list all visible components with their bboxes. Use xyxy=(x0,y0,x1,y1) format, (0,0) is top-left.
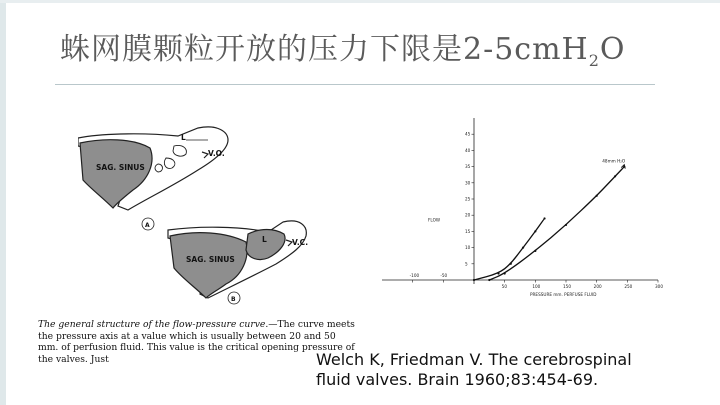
title-text: 蛛网膜颗粒开放的压力下限是2-5cmH xyxy=(60,32,589,67)
title-subscript: 2 xyxy=(588,51,600,70)
panel-a-letter: A xyxy=(145,222,150,229)
x-tick-label: 250 xyxy=(624,284,633,289)
arachnoid-granulation-figure xyxy=(78,118,343,308)
title-divider xyxy=(55,84,655,85)
series-layer xyxy=(473,165,625,281)
series-2-point xyxy=(488,279,490,281)
y-tick-label: 30 xyxy=(465,180,471,186)
slide-border-left xyxy=(0,0,6,405)
citation xyxy=(316,350,696,390)
series-1-point xyxy=(497,272,499,274)
series-1-point xyxy=(543,217,545,219)
x-tick-label: 200 xyxy=(593,284,602,289)
x-tick-label: -100 xyxy=(409,273,420,278)
x-tick-label: 100 xyxy=(532,284,541,289)
x-tick-label: 300 xyxy=(655,284,663,289)
citation-line-2: fluid valves. Brain 1960;83:454-69. xyxy=(316,370,599,389)
series-1-point xyxy=(534,230,536,232)
panel-b-letter: B xyxy=(231,296,236,303)
series-line-1 xyxy=(474,218,545,280)
y-axis-label: FLOW xyxy=(428,217,441,223)
y-tick-label: 45 xyxy=(465,131,471,137)
sinus-label-a: SAG. SINUS xyxy=(96,163,145,172)
slide-border-top xyxy=(0,0,720,3)
series-2-point xyxy=(596,195,598,197)
series-2-point xyxy=(565,224,567,226)
series-annotation: 48mm H₂O xyxy=(602,158,626,164)
series-1-point xyxy=(510,263,512,265)
series-2-point xyxy=(614,175,616,177)
slide-title xyxy=(60,24,700,70)
x-tick-label: 50 xyxy=(501,284,508,289)
vo-label: V.O. xyxy=(208,149,225,158)
title-end: O xyxy=(599,32,626,67)
series-2-point xyxy=(534,250,536,252)
y-tick-label: 20 xyxy=(465,212,471,218)
x-tick-label: -50 xyxy=(440,273,448,278)
caption-italic: The general structure of the flow-pressure curve. xyxy=(38,319,269,330)
y-tick-label: 25 xyxy=(465,196,471,202)
y-tick-label: 15 xyxy=(465,228,471,234)
figure-caption xyxy=(38,319,356,365)
y-tick-label: 35 xyxy=(465,164,471,170)
series-line-2 xyxy=(489,167,624,280)
citation-line-1: Welch K, Friedman V. The cerebrospinal xyxy=(316,350,632,369)
l-label-a: L xyxy=(181,133,186,142)
sinus-label-b: SAG. SINUS xyxy=(186,255,235,264)
series-1-point xyxy=(473,279,475,281)
flow-pressure-chart xyxy=(372,110,664,306)
series-1-point xyxy=(522,247,524,249)
y-tick-label: 40 xyxy=(465,147,471,153)
caption-rest: —The curve meets the pressure axis at a value which is usually between 20 and 50 mm. of perfusion fluid. This value is the critical opening pressure of the valves. Just xyxy=(38,319,355,365)
x-tick-label: 150 xyxy=(563,284,571,289)
l-label-b: L xyxy=(262,235,267,244)
series-2-point xyxy=(504,272,506,274)
vc-label: V.C. xyxy=(292,238,309,247)
y-tick-label: 5 xyxy=(465,261,468,267)
x-axis-label: PRESSURE mm. PERFUSE FLUID xyxy=(530,292,597,297)
panel-b xyxy=(168,221,308,304)
axis-ticks xyxy=(410,132,664,289)
panel-a xyxy=(78,127,228,230)
y-tick-label: 10 xyxy=(465,245,471,251)
